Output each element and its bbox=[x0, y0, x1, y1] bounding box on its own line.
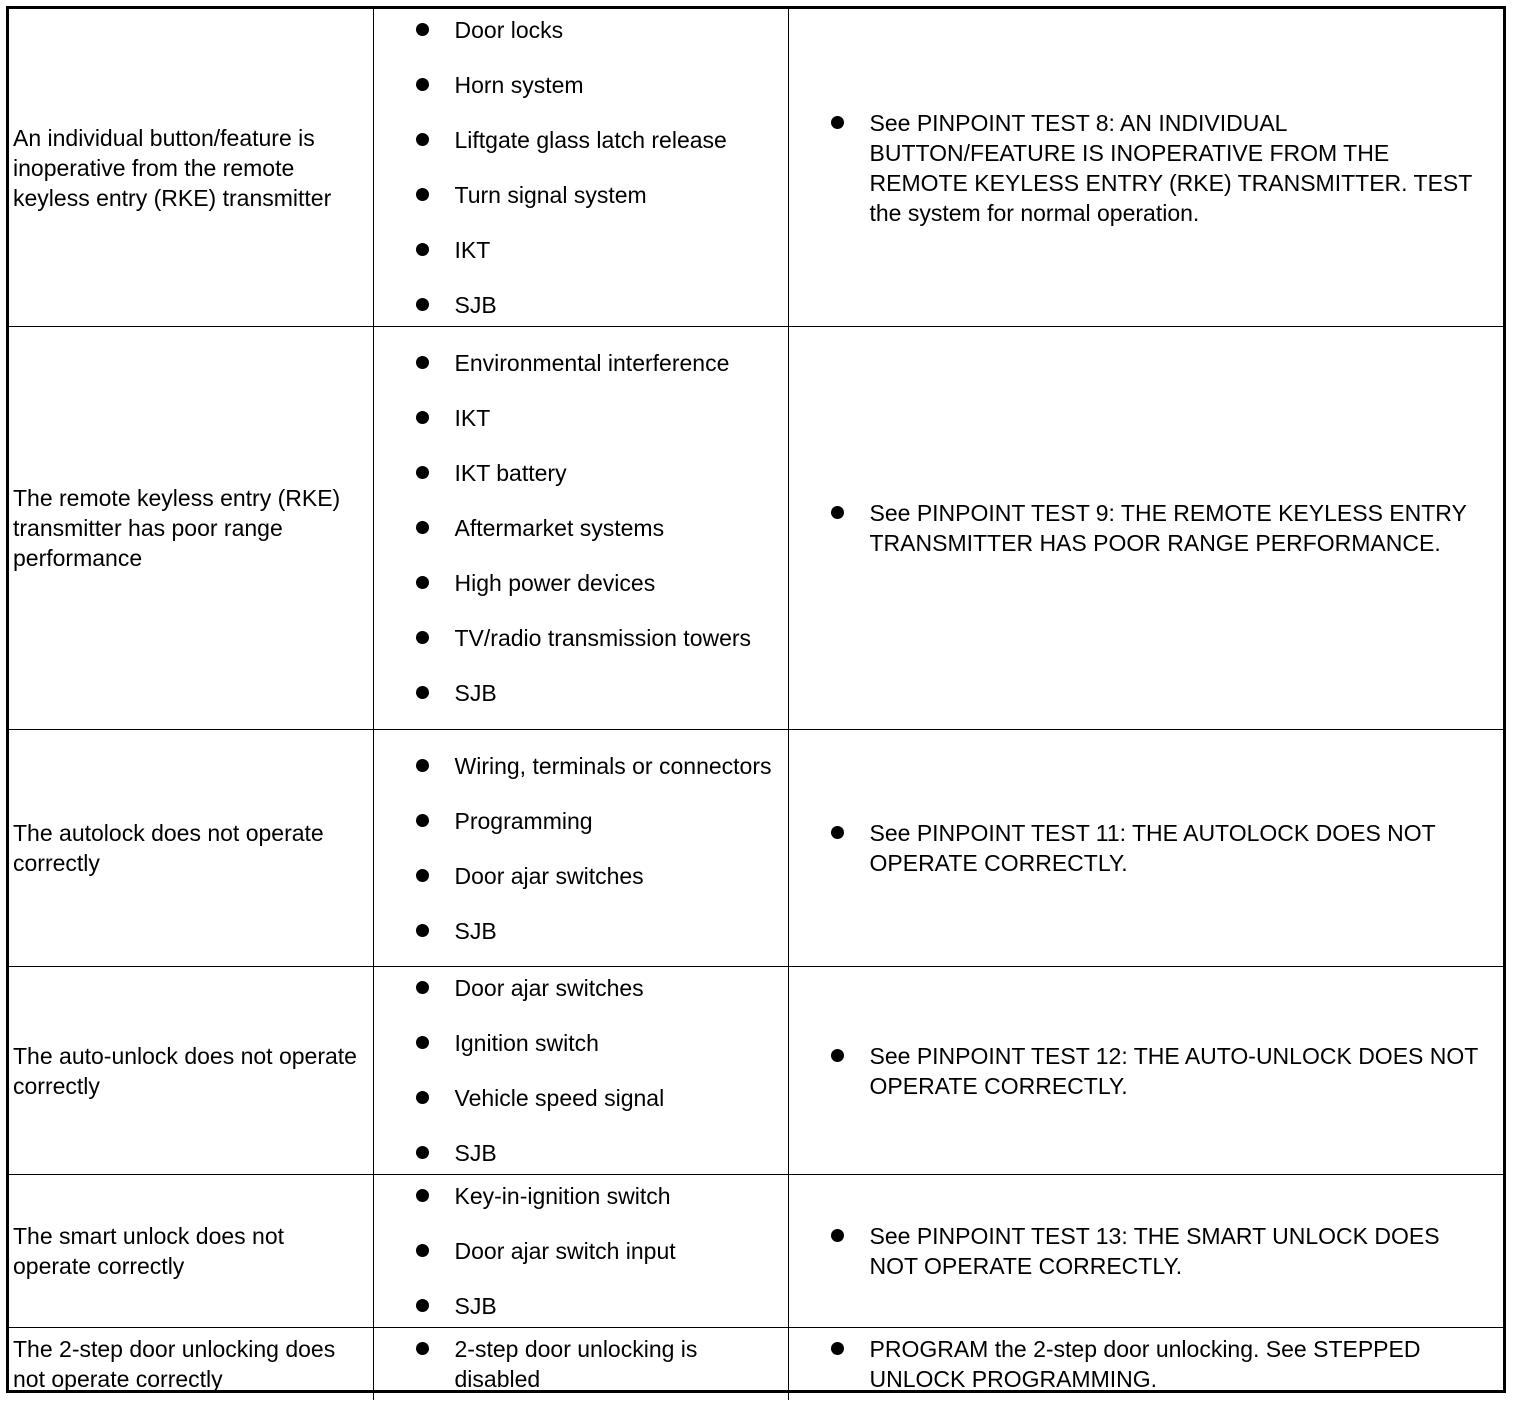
bullet-icon bbox=[416, 924, 429, 937]
bullet-icon bbox=[416, 298, 429, 311]
bullet-icon bbox=[831, 1049, 844, 1062]
cause-text: Ignition switch bbox=[454, 1030, 599, 1056]
cause-text: IKT battery bbox=[454, 460, 567, 486]
cause-text: Key-in-ignition switch bbox=[454, 1183, 671, 1209]
bullet-icon bbox=[416, 1036, 429, 1049]
list-item bbox=[870, 1041, 1486, 1101]
list-item bbox=[455, 751, 778, 781]
bullet-icon bbox=[416, 576, 429, 589]
cause-text: Horn system bbox=[454, 72, 584, 98]
bullet-icon bbox=[831, 116, 844, 129]
action-list bbox=[789, 1221, 1504, 1281]
table-row bbox=[9, 9, 1503, 327]
list-item bbox=[455, 1028, 778, 1058]
list-item bbox=[455, 1083, 778, 1113]
cause-text: Environmental interference bbox=[454, 350, 730, 376]
causes-list bbox=[374, 751, 788, 946]
bullet-icon bbox=[416, 188, 429, 201]
condition-text: The 2-step door unlocking does not operate correctly bbox=[13, 1336, 336, 1392]
list-item bbox=[455, 916, 778, 946]
cause-text: Programming bbox=[454, 807, 593, 834]
condition-text: The autolock does not operate correctly bbox=[13, 820, 324, 876]
cause-text: Aftermarket systems bbox=[454, 515, 665, 541]
bullet-icon bbox=[416, 356, 429, 369]
symptom-chart-frame bbox=[6, 6, 1506, 1393]
cause-text: Turn signal system bbox=[454, 182, 647, 208]
action-cell bbox=[788, 730, 1503, 967]
list-item bbox=[455, 403, 778, 433]
list-item bbox=[455, 513, 778, 543]
condition-cell bbox=[9, 1328, 373, 1401]
list-item bbox=[455, 1334, 778, 1394]
list-item bbox=[455, 623, 778, 653]
causes-list bbox=[374, 15, 788, 320]
causes-cell bbox=[373, 1328, 788, 1401]
table-row bbox=[9, 1328, 1503, 1401]
cause-text: SJB bbox=[454, 292, 497, 318]
list-item bbox=[455, 1236, 778, 1266]
condition-cell bbox=[9, 9, 373, 327]
bullet-icon bbox=[416, 686, 429, 699]
action-text: See PINPOINT TEST 13: THE SMART UNLOCK DOES NOT OPERATE CORRECTLY. bbox=[869, 1223, 1440, 1279]
list-item bbox=[455, 70, 778, 100]
list-item bbox=[455, 1138, 778, 1168]
cause-text: Wiring, terminals or connectors bbox=[454, 752, 772, 779]
list-item bbox=[870, 498, 1486, 558]
condition-cell bbox=[9, 327, 373, 730]
condition-text: An individual button/feature is inoperative from the remote keyless entry (RKE) transmitter bbox=[13, 124, 332, 211]
bullet-icon bbox=[416, 759, 429, 772]
bullet-icon bbox=[416, 814, 429, 827]
bullet-icon bbox=[416, 1244, 429, 1257]
condition-text: The smart unlock does not operate correctly bbox=[13, 1223, 285, 1279]
action-list bbox=[789, 108, 1504, 228]
list-item bbox=[455, 678, 778, 708]
bullet-icon bbox=[416, 466, 429, 479]
action-cell bbox=[788, 327, 1503, 730]
list-item bbox=[455, 806, 778, 836]
list-item bbox=[870, 1221, 1486, 1281]
action-text: PROGRAM the 2-step door unlocking. See STEPPED UNLOCK PROGRAMMING. bbox=[869, 1336, 1421, 1392]
list-item bbox=[455, 1291, 778, 1321]
list-item bbox=[455, 290, 778, 320]
action-cell bbox=[788, 9, 1503, 327]
action-text: See PINPOINT TEST 11: THE AUTOLOCK DOES NOT OPERATE CORRECTLY. bbox=[869, 820, 1436, 876]
cause-text: Door ajar switches bbox=[454, 862, 644, 889]
action-text: See PINPOINT TEST 9: THE REMOTE KEYLESS ENTRY TRANSMITTER HAS POOR RANGE PERFORMANCE. bbox=[869, 500, 1467, 556]
bullet-icon bbox=[416, 1146, 429, 1159]
cause-text: Door locks bbox=[454, 17, 564, 43]
bullet-icon bbox=[416, 981, 429, 994]
list-item bbox=[455, 973, 778, 1003]
causes-cell bbox=[373, 1175, 788, 1328]
table-row bbox=[9, 730, 1503, 967]
cause-text: SJB bbox=[454, 917, 497, 944]
action-text: See PINPOINT TEST 8: AN INDIVIDUAL BUTTON/FEATURE IS INOPERATIVE FROM THE REMOTE KEYLESS ENTRY (RKE) TRANSMITTER. TEST the system for normal operation. bbox=[869, 109, 1472, 226]
causes-list bbox=[374, 1181, 788, 1321]
action-text: See PINPOINT TEST 12: THE AUTO-UNLOCK DOES NOT OPERATE CORRECTLY. bbox=[869, 1042, 1478, 1099]
cause-text: IKT bbox=[454, 405, 491, 431]
bullet-icon bbox=[416, 78, 429, 91]
condition-text: The remote keyless entry (RKE) transmitter has poor range performance bbox=[13, 485, 341, 571]
causes-cell bbox=[373, 9, 788, 327]
bullet-icon bbox=[416, 133, 429, 146]
list-item bbox=[455, 861, 778, 891]
action-list bbox=[789, 818, 1504, 878]
table-row bbox=[9, 1175, 1503, 1328]
bullet-icon bbox=[416, 1342, 429, 1355]
action-cell bbox=[788, 1175, 1503, 1328]
list-item bbox=[455, 235, 778, 265]
list-item bbox=[455, 180, 778, 210]
bullet-icon bbox=[831, 1229, 844, 1242]
causes-cell bbox=[373, 327, 788, 730]
cause-text: IKT bbox=[454, 237, 491, 263]
bullet-icon bbox=[416, 631, 429, 644]
action-list bbox=[789, 1041, 1504, 1101]
list-item bbox=[870, 818, 1486, 878]
cause-text: 2-step door unlocking is disabled bbox=[454, 1336, 698, 1392]
cause-text: Vehicle speed signal bbox=[454, 1085, 665, 1111]
action-cell bbox=[788, 967, 1503, 1175]
causes-list bbox=[374, 1334, 788, 1394]
condition-cell bbox=[9, 1175, 373, 1328]
action-cell bbox=[788, 1328, 1503, 1401]
cause-text: High power devices bbox=[454, 570, 656, 596]
list-item bbox=[455, 568, 778, 598]
cause-text: Door ajar switches bbox=[454, 975, 644, 1001]
action-list bbox=[789, 1334, 1504, 1394]
bullet-icon bbox=[416, 243, 429, 256]
cause-text: SJB bbox=[454, 1140, 497, 1166]
cause-text: TV/radio transmission towers bbox=[454, 625, 752, 651]
action-list bbox=[789, 498, 1504, 558]
bullet-icon bbox=[416, 521, 429, 534]
symptom-chart-body bbox=[9, 9, 1503, 1400]
cause-text: SJB bbox=[454, 680, 497, 706]
table-row bbox=[9, 327, 1503, 730]
cause-text: Door ajar switch input bbox=[454, 1238, 676, 1264]
list-item bbox=[455, 125, 778, 155]
symptom-chart-table bbox=[9, 9, 1503, 1400]
condition-text: The auto-unlock does not operate correctly bbox=[13, 1042, 357, 1099]
bullet-icon bbox=[416, 1299, 429, 1312]
causes-list bbox=[374, 973, 788, 1168]
bullet-icon bbox=[416, 1091, 429, 1104]
condition-cell bbox=[9, 730, 373, 967]
bullet-icon bbox=[416, 23, 429, 36]
bullet-icon bbox=[831, 506, 844, 519]
bullet-icon bbox=[416, 869, 429, 882]
condition-cell bbox=[9, 967, 373, 1175]
causes-list bbox=[374, 348, 788, 708]
bullet-icon bbox=[416, 1189, 429, 1202]
bullet-icon bbox=[416, 411, 429, 424]
list-item bbox=[455, 15, 778, 45]
bullet-icon bbox=[831, 1342, 844, 1355]
list-item bbox=[455, 1181, 778, 1211]
bullet-icon bbox=[831, 826, 844, 839]
causes-cell bbox=[373, 967, 788, 1175]
table-row bbox=[9, 967, 1503, 1175]
list-item bbox=[870, 1334, 1486, 1394]
causes-cell bbox=[373, 730, 788, 967]
list-item bbox=[870, 108, 1486, 228]
cause-text: SJB bbox=[454, 1293, 497, 1319]
cause-text: Liftgate glass latch release bbox=[454, 127, 727, 153]
list-item bbox=[455, 458, 778, 488]
list-item bbox=[455, 348, 778, 378]
